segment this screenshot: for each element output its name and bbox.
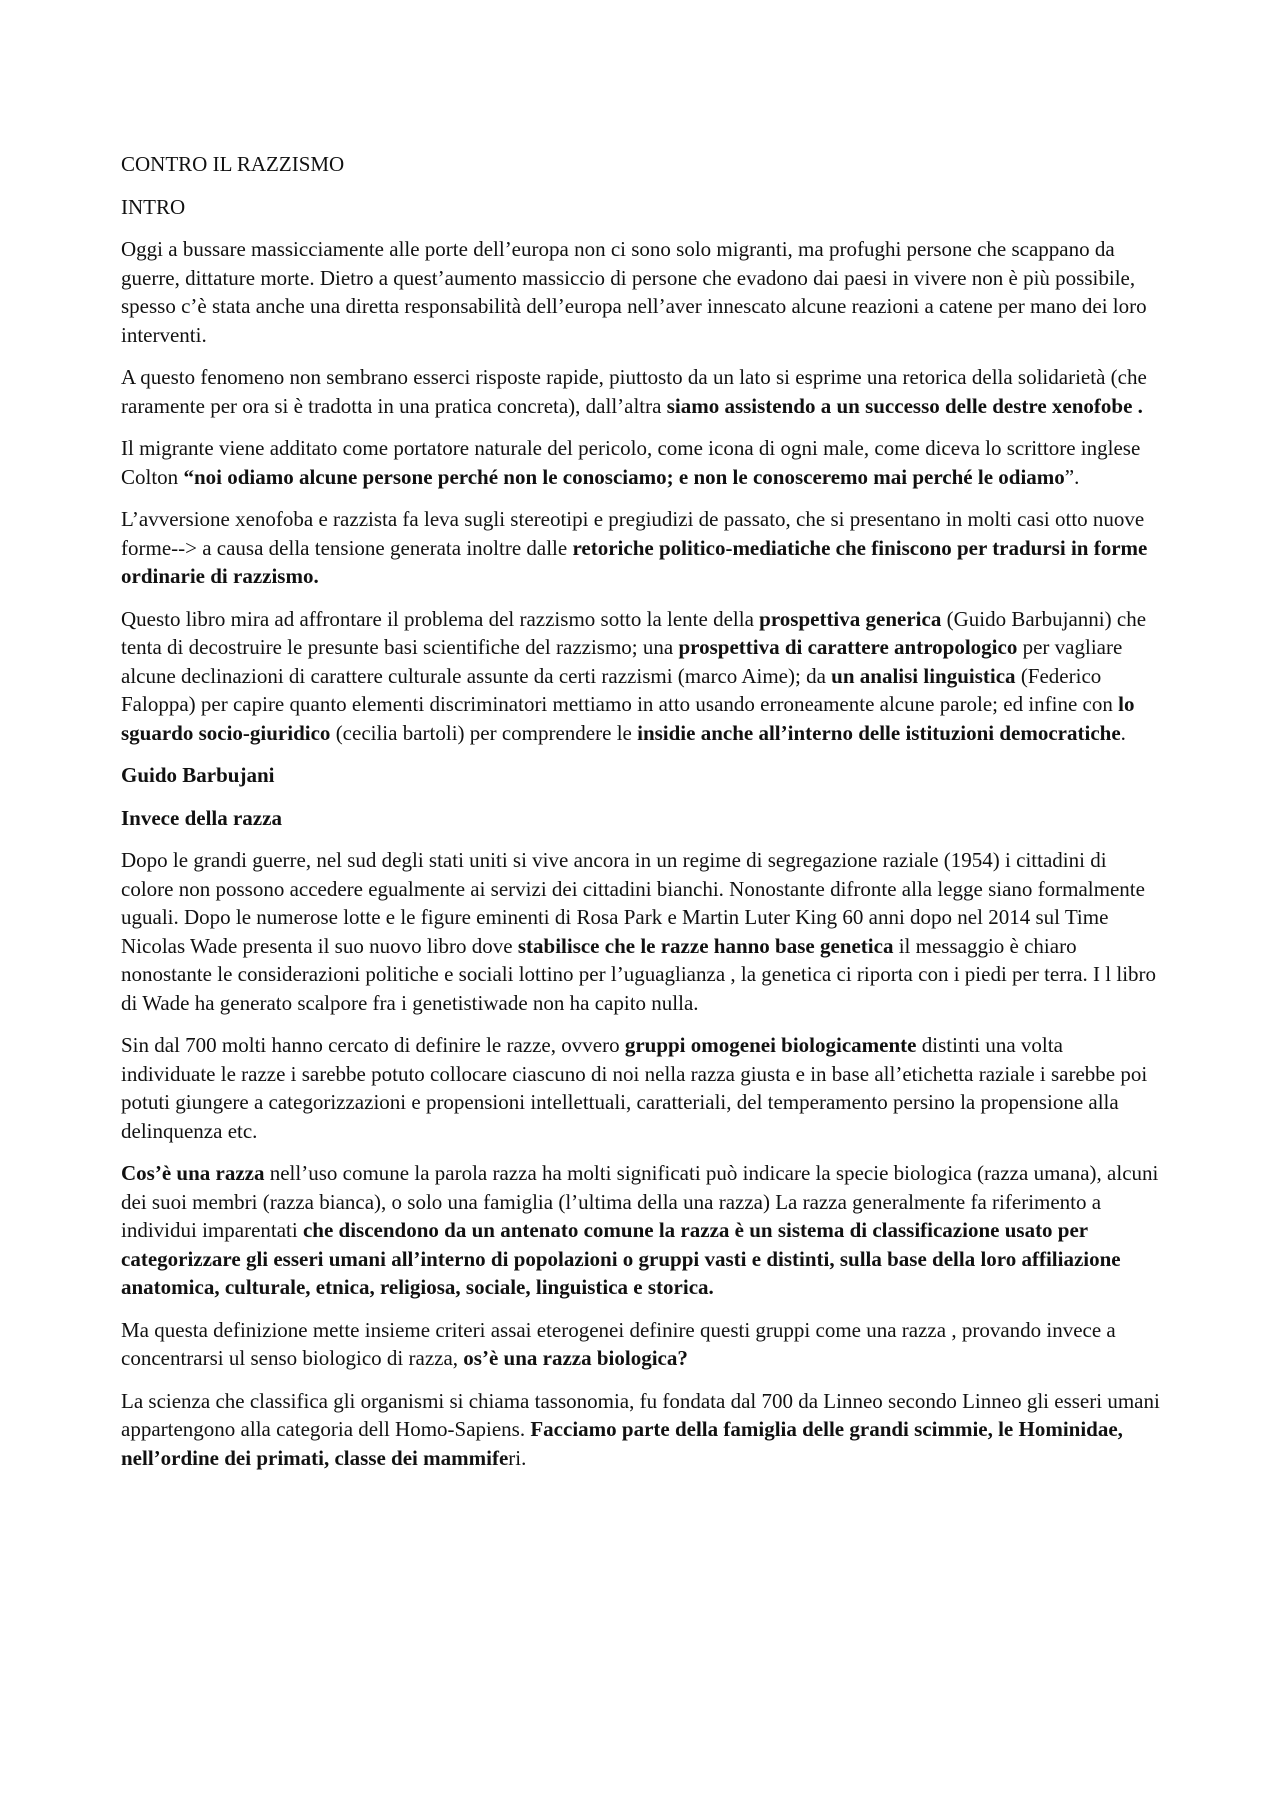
intro-p1-text: Oggi a bussare massicciamente alle porte dell’europa non ci sono solo migranti, ma profughi persone che scappano da guerre, dittature morte. Dietro a quest’aumento massiccio di persone che evadono dai paesi in vivere non è più possibile, spesso c’è stata anche una diretta responsabilità dell’europa nell’aver innescato alcune reazioni a catene per mano dei loro interventi. (121, 237, 1147, 347)
intro-p5-text-1: Questo libro mira ad affrontare il problema del razzismo sotto la lente della (121, 606, 760, 631)
intro-p5-text-4: (Federico Faloppa) per capire quanto elementi discriminatori mettiamo in atto usando erroneamente alcune parole; ed infine con (121, 663, 1119, 716)
intro-p3-text-end: ”. (1064, 464, 1080, 489)
intro-p5-text-6: . (1120, 720, 1126, 745)
chapter-p1-text-1: Dopo le grandi guerre, nel sud degli stati uniti si vive ancora in un regime di segregazione raziale (1954) i cittadini di colore non possono accedere egualmente ai servizi dei cittadini bianchi. Nonostante difronte alla legge siano formalmente uguali. Dopo le numerose lotte e le figure eminenti di Rosa Park e Martin Luter King 60 anni dopo nel 2014 sul Time Nicolas Wade presenta il suo nuovo libro dove (121, 848, 1145, 958)
intro-p2-text: A questo fenomeno non sembrano esserci risposte rapide, piuttosto da un lato si esprime una retorica della solidarietà (che raramente per ora si è tradotta in una pratica concreta), dall’altra (121, 365, 1147, 418)
chapter-paragraph-3 (121, 1159, 1161, 1302)
section-heading-intro: INTRO (121, 194, 186, 219)
chapter-p4-text: Ma questa definizione mette insieme criteri assai eterogenei definire questi gruppi come una razza , provando invece a concentrarsi ul senso biologico di razza, (121, 1317, 1116, 1370)
intro-p3-text: Il migrante viene additato come portatore naturale del pericolo, come icona di ogni male, come diceva lo scrittore inglese Colton (121, 436, 1141, 489)
chapter-paragraph-1 (121, 846, 1161, 1017)
intro-p4-bold: retoriche politico-mediatiche che finiscono per tradursi in forme ordinarie di razzismo. (121, 535, 1148, 588)
intro-p5-bold-5: insidie anche all’interno delle istituzioni democratiche (637, 720, 1121, 745)
colton-quote: “noi odiamo alcune persone perché non le conosciamo; e non le conosceremo mai perché le odiamo (183, 464, 1065, 489)
chapter-heading: Invece della razza (121, 805, 282, 830)
chapter-p2-text-2: distinti una volta individuate le razze i sarebbe potuto collocare ciascuno di noi nella razza giusta e in base all’etichetta raziale i sarebbe poi potuti giungere a categorizzazioni e propensioni intellettuali, caratteriali, del temperamento persino la propensione alla delinquenza etc. (121, 1033, 1148, 1143)
chapter-paragraph-2 (121, 1031, 1161, 1145)
intro-p5-bold-1: prospettiva generica (759, 606, 942, 631)
chapter-paragraph-5 (121, 1387, 1161, 1473)
document-title: CONTRO IL RAZZISMO (121, 152, 345, 176)
intro-p5-bold-4: lo sguardo socio-giuridico (121, 692, 1135, 745)
chapter-p5-text-2: ri. (508, 1445, 527, 1470)
chapter-p2-bold: gruppi omogenei biologicamente (624, 1033, 917, 1057)
chapter-p3-text: nell’uso comune la parola razza ha molti significati può indicare la specie biologica (razza umana), alcuni dei suoi membri (razza bianca), o solo una famiglia (l’ultima della una razza) La razza generalmente fa riferimento a individui imparentati (121, 1161, 1159, 1242)
intro-p5-text-5: (cecilia bartoli) per comprendere le (330, 720, 638, 745)
chapter-p5-text-1: La scienza che classifica gli organismi si chiama tassonomia, fu fondata dal 700 da Linneo secondo Linneo gli esseri umani appartengono alla categoria dell Homo-Sapiens. (121, 1388, 1160, 1441)
chapter-p3-bold-1: Cos’è una razza (121, 1161, 265, 1185)
intro-p5-bold-2: prospettiva di carattere antropologico (678, 635, 1018, 659)
intro-paragraph-5 (121, 605, 1161, 748)
intro-p5-text-2: (Guido Barbujanni) che tenta di decostruire le presunte basi scientifiche del razzismo; una (121, 606, 1147, 659)
document-body (121, 150, 1161, 1486)
chapter-p3-bold-2: che discendono da un antenato comune la razza è un sistema di classificazione usato per categorizzare gli esseri umani all’interno di popolazioni o gruppi vasti e distinti, sulla base della loro affiliazione anatomica, culturale, etnica, religiosa, sociale, linguistica e storica. (121, 1218, 1121, 1299)
chapter-p1-text-2: il messaggio è chiaro nonostante le considerazioni politiche e sociali lottino per l’uguaglianza , la genetica ci riporta con i piedi per terra. I l libro di Wade ha generato scalpore fra i genetistiwade non ha capito nulla. (121, 933, 1157, 1015)
chapter-p2-text-1: Sin dal 700 molti hanno cercato di definire le razze, ovvero (121, 1033, 625, 1057)
intro-p4-text: L’avversione xenofoba e razzista fa leva sugli stereotipi e pregiudizi de passato, che si presentano in molti casi otto nuove forme--> a causa della tensione generata inoltre dalle (121, 507, 1145, 560)
intro-paragraph-3 (121, 434, 1161, 491)
intro-paragraph-4 (121, 505, 1161, 591)
author-heading: Guido Barbujani (121, 763, 275, 787)
intro-paragraph-2 (121, 363, 1161, 420)
chapter-paragraph-4 (121, 1316, 1161, 1373)
intro-p5-text-3: per vagliare alcune declinazioni di carattere culturale assunte da certi razzismi (marco Aime); da (121, 635, 1123, 688)
chapter-p1-bold: stabilisce che le razze hanno base genetica (517, 933, 894, 958)
chapter-p4-bold: os’è una razza biologica? (463, 1346, 688, 1370)
intro-p2-bold: siamo assistendo a un successo delle destre xenofobe . (666, 393, 1143, 418)
intro-p5-bold-3: un analisi linguistica (831, 663, 1016, 688)
intro-paragraph-1 (121, 235, 1161, 349)
chapter-p5-bold: Facciamo parte della famiglia delle grandi scimmie, le Hominidae, nell’ordine dei primati, classe dei mammife (121, 1417, 1123, 1470)
